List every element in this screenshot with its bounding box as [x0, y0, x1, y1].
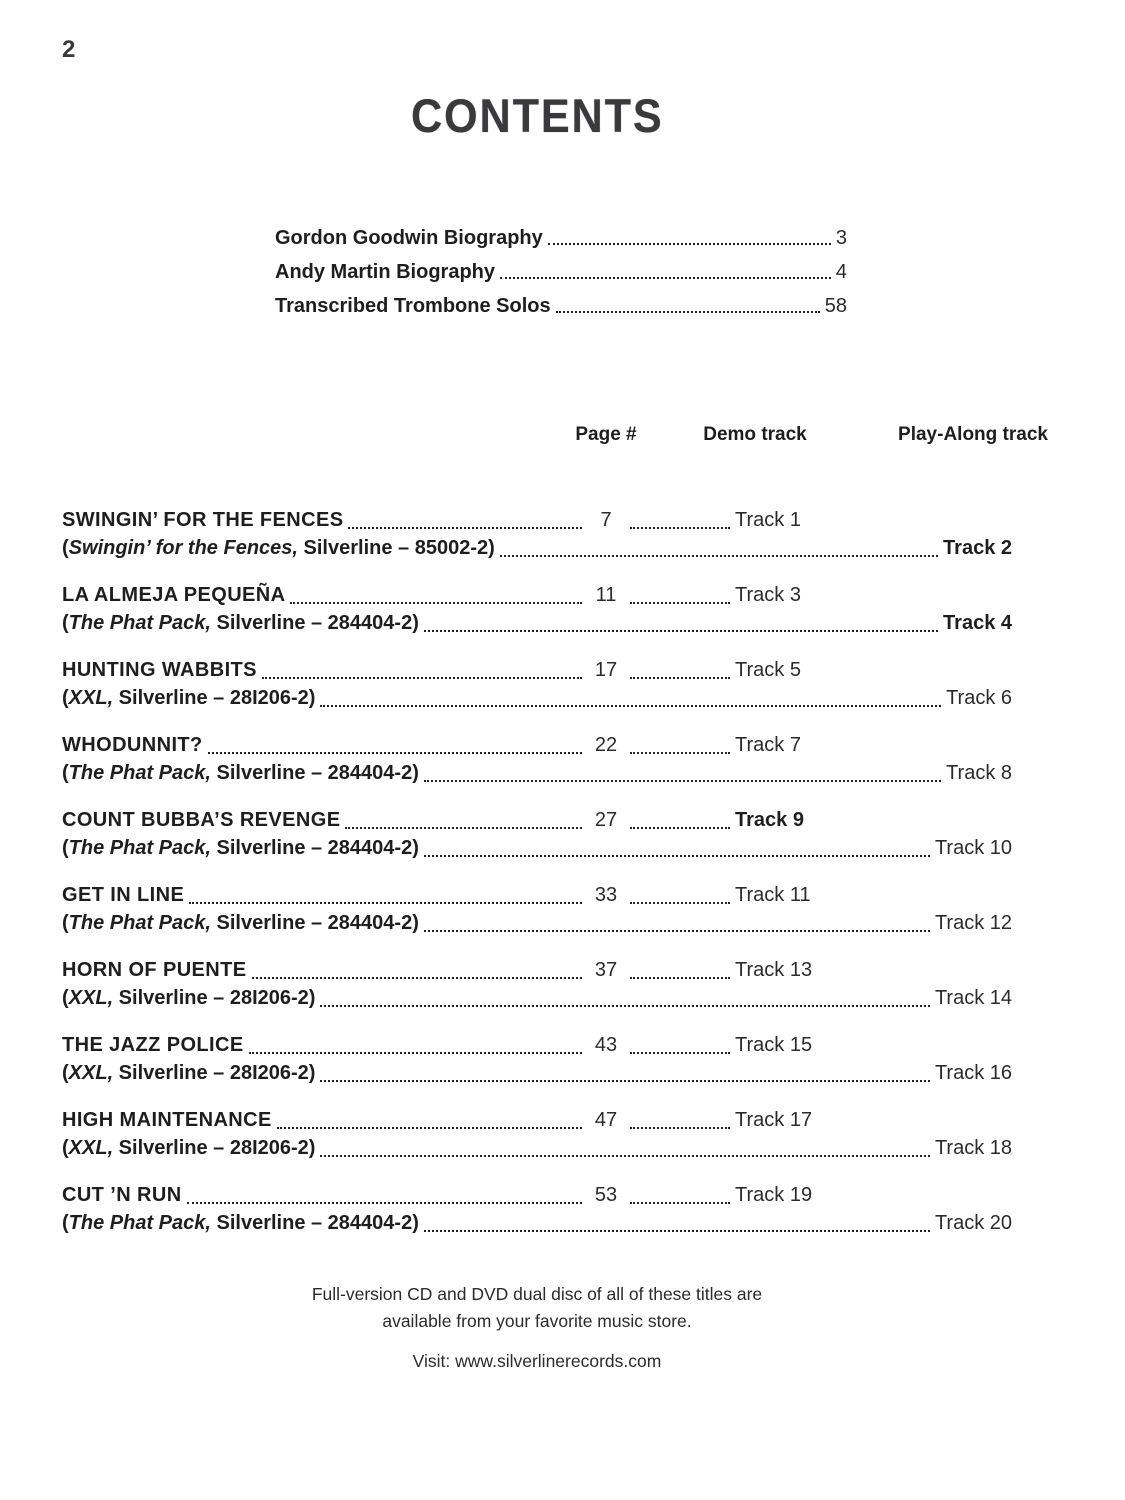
toc-entry-album-line [62, 984, 1012, 1012]
dot-leader [187, 1202, 582, 1204]
album-info [62, 1134, 315, 1162]
dot-leader [424, 630, 938, 632]
toc-entry [62, 581, 1012, 637]
dot-leader [500, 555, 938, 557]
album-info [62, 759, 419, 787]
album-info [62, 534, 495, 562]
play-along-track-number: Track 4 [943, 612, 1012, 634]
toc-entry-album-line [62, 684, 1012, 712]
toc-entry-album-line [62, 1134, 1012, 1162]
front-matter [275, 227, 847, 318]
album-title: The Phat Pack, [68, 612, 211, 634]
page-number: 2 [62, 36, 76, 63]
song-page-number: 27 [594, 809, 618, 831]
toc-entry-title-line [62, 506, 815, 534]
song-page-number: 33 [594, 884, 618, 906]
toc-entry [62, 656, 1012, 712]
toc-entry [62, 881, 1012, 937]
album-paren: ( [62, 612, 69, 634]
song-page-number: 22 [594, 734, 618, 756]
toc-entries [62, 506, 1012, 1237]
album-catalog: Silverline – 28I206-2) [113, 987, 316, 1009]
album-catalog: Silverline – 284404-2) [210, 612, 419, 634]
album-catalog: Silverline – 28I206-2) [113, 687, 316, 709]
toc-entry-album-line [62, 534, 1012, 562]
footer [62, 1281, 1012, 1375]
dot-leader [556, 311, 820, 313]
song-page-number: 17 [594, 659, 618, 681]
album-paren: ( [62, 912, 69, 934]
dot-leader [630, 1127, 730, 1129]
play-along-track-number: Track 20 [934, 1212, 1012, 1234]
front-matter-item [275, 295, 847, 318]
column-header-page: Page # [575, 424, 637, 445]
play-along-track-number: Track 18 [934, 1137, 1012, 1159]
song-page-number: 47 [594, 1109, 618, 1131]
column-headers [62, 424, 1048, 450]
toc-entry-title-line [62, 1181, 815, 1209]
album-info [62, 909, 419, 937]
toc-entry-album-line [62, 909, 1012, 937]
album-title: XXL, [68, 1137, 114, 1159]
song-page-number: 11 [595, 584, 617, 606]
dot-leader [277, 1127, 582, 1129]
toc-entry [62, 1181, 1012, 1237]
album-info [62, 684, 315, 712]
song-title: CUT ’N RUN [62, 1184, 182, 1206]
album-title: The Phat Pack, [68, 912, 211, 934]
dot-leader [249, 1052, 582, 1054]
demo-track-number: Track 1 [735, 509, 801, 531]
album-catalog: Silverline – 28I206-2) [113, 1062, 316, 1084]
album-info [62, 1209, 419, 1237]
front-matter-page-number: 3 [835, 227, 847, 249]
album-info [62, 1059, 315, 1087]
play-along-track-number: Track 8 [946, 762, 1012, 784]
toc-entry [62, 956, 1012, 1012]
dot-leader [290, 602, 582, 604]
song-title: THE JAZZ POLICE [62, 1034, 244, 1056]
dot-leader [262, 677, 582, 679]
song-title: HORN OF PUENTE [62, 959, 247, 981]
album-title: Swingin’ for the Fences, [68, 537, 298, 559]
demo-track-number: Track 3 [735, 584, 801, 606]
album-title: XXL, [68, 687, 114, 709]
album-catalog: Silverline – 284404-2) [210, 762, 419, 784]
front-matter-page-number: 4 [835, 261, 847, 283]
dot-leader [320, 1080, 929, 1082]
demo-track-number: Track 15 [735, 1034, 813, 1056]
album-paren: ( [62, 762, 69, 784]
dot-leader [320, 705, 941, 707]
album-paren: ( [62, 837, 69, 859]
dot-leader [630, 602, 730, 604]
toc-entry-title-line [62, 881, 815, 909]
toc-entry [62, 506, 1012, 562]
demo-track-number: Track 11 [735, 884, 811, 906]
dot-leader [345, 827, 582, 829]
toc-entry-title-line [62, 1106, 815, 1134]
demo-track-number: Track 13 [735, 959, 813, 981]
toc-entry-album-line [62, 1209, 1012, 1237]
play-along-track-number: Track 14 [934, 987, 1012, 1009]
front-matter-item [275, 261, 847, 284]
dot-leader [630, 677, 730, 679]
demo-track-number: Track 5 [735, 659, 801, 681]
dot-leader [424, 780, 941, 782]
demo-track-number: Track 7 [735, 734, 801, 756]
dot-leader [424, 855, 930, 857]
dot-leader [320, 1155, 929, 1157]
album-info [62, 834, 419, 862]
song-title: HIGH MAINTENANCE [62, 1109, 272, 1131]
demo-track-number: Track 19 [735, 1184, 813, 1206]
album-catalog: Silverline – 284404-2) [210, 1212, 419, 1234]
album-catalog: Silverline – 85002-2) [297, 537, 495, 559]
song-page-number: 43 [594, 1034, 618, 1056]
album-catalog: Silverline – 284404-2) [210, 837, 419, 859]
page-title [62, 88, 1012, 143]
album-paren: ( [62, 687, 69, 709]
album-catalog: Silverline – 284404-2) [210, 912, 419, 934]
song-title: GET IN LINE [62, 884, 185, 906]
dot-leader [548, 243, 831, 245]
front-matter-label: Andy Martin Biography [275, 261, 496, 283]
demo-track-number: Track 9 [735, 809, 804, 831]
album-paren: ( [62, 987, 69, 1009]
toc-entry [62, 1031, 1012, 1087]
demo-track-number: Track 17 [735, 1109, 813, 1131]
toc-entry-title-line [62, 656, 815, 684]
dot-leader [208, 752, 582, 754]
dot-leader [630, 827, 730, 829]
toc-entry-title-line [62, 806, 815, 834]
song-title: HUNTING WABBITS [62, 659, 257, 681]
front-matter-item [275, 227, 847, 250]
dot-leader [320, 1005, 929, 1007]
play-along-track-number: Track 2 [943, 537, 1012, 559]
play-along-track-number: Track 6 [946, 687, 1012, 709]
front-matter-label: Gordon Goodwin Biography [275, 227, 543, 249]
toc-entry-album-line [62, 759, 1012, 787]
album-title: The Phat Pack, [68, 1212, 211, 1234]
toc-entry [62, 731, 1012, 787]
song-page-number: 7 [600, 509, 612, 531]
dot-leader [630, 977, 730, 979]
dot-leader [424, 1230, 930, 1232]
play-along-track-number: Track 12 [934, 912, 1012, 934]
toc-entry-album-line [62, 1059, 1012, 1087]
album-paren: ( [62, 1062, 69, 1084]
dot-leader [630, 1202, 730, 1204]
footer-availability-line2: available from your favorite music store. [382, 1311, 692, 1332]
toc-entry-album-line [62, 834, 1012, 862]
column-header-demo-track: Demo track [703, 424, 807, 445]
album-info [62, 609, 419, 637]
dot-leader [630, 902, 730, 904]
dot-leader [630, 527, 730, 529]
dot-leader [500, 277, 831, 279]
song-title: LA ALMEJA PEQUEÑA [62, 584, 286, 606]
footer-visit-url: Visit: www.silverlinerecords.com [412, 1351, 662, 1372]
footer-availability-line1: Full-version CD and DVD dual disc of all of these titles are [311, 1284, 763, 1304]
toc-entry [62, 1106, 1012, 1162]
column-header-play-along-track: Play-Along track [898, 424, 1048, 445]
play-along-track-number: Track 16 [934, 1062, 1012, 1084]
album-title: The Phat Pack, [68, 762, 211, 784]
song-page-number: 53 [594, 1184, 618, 1206]
album-paren: ( [62, 1137, 69, 1159]
dot-leader [252, 977, 583, 979]
song-title: COUNT BUBBA’S REVENGE [62, 809, 341, 831]
front-matter-page-number: 58 [824, 295, 847, 317]
album-info [62, 984, 315, 1012]
dot-leader [189, 902, 582, 904]
dot-leader [348, 527, 582, 529]
front-matter-label: Transcribed Trombone Solos [275, 295, 551, 317]
toc-entry-title-line [62, 581, 815, 609]
page-title-text: CONTENTS [410, 89, 664, 142]
toc-entry-title-line [62, 731, 815, 759]
toc-entry [62, 806, 1012, 862]
toc-entry-title-line [62, 956, 815, 984]
dot-leader [630, 1052, 730, 1054]
song-page-number: 37 [594, 959, 618, 981]
dot-leader [424, 930, 930, 932]
play-along-track-number: Track 10 [934, 837, 1012, 859]
album-title: The Phat Pack, [68, 837, 211, 859]
song-title: WHODUNNIT? [62, 734, 203, 756]
album-title: XXL, [68, 987, 114, 1009]
toc-entry-title-line [62, 1031, 815, 1059]
album-catalog: Silverline – 28I206-2) [113, 1137, 316, 1159]
dot-leader [630, 752, 730, 754]
song-title: SWINGIN’ FOR THE FENCES [62, 509, 344, 531]
album-paren: ( [62, 1212, 69, 1234]
album-title: XXL, [68, 1062, 114, 1084]
album-paren: ( [62, 537, 69, 559]
toc-entry-album-line [62, 609, 1012, 637]
